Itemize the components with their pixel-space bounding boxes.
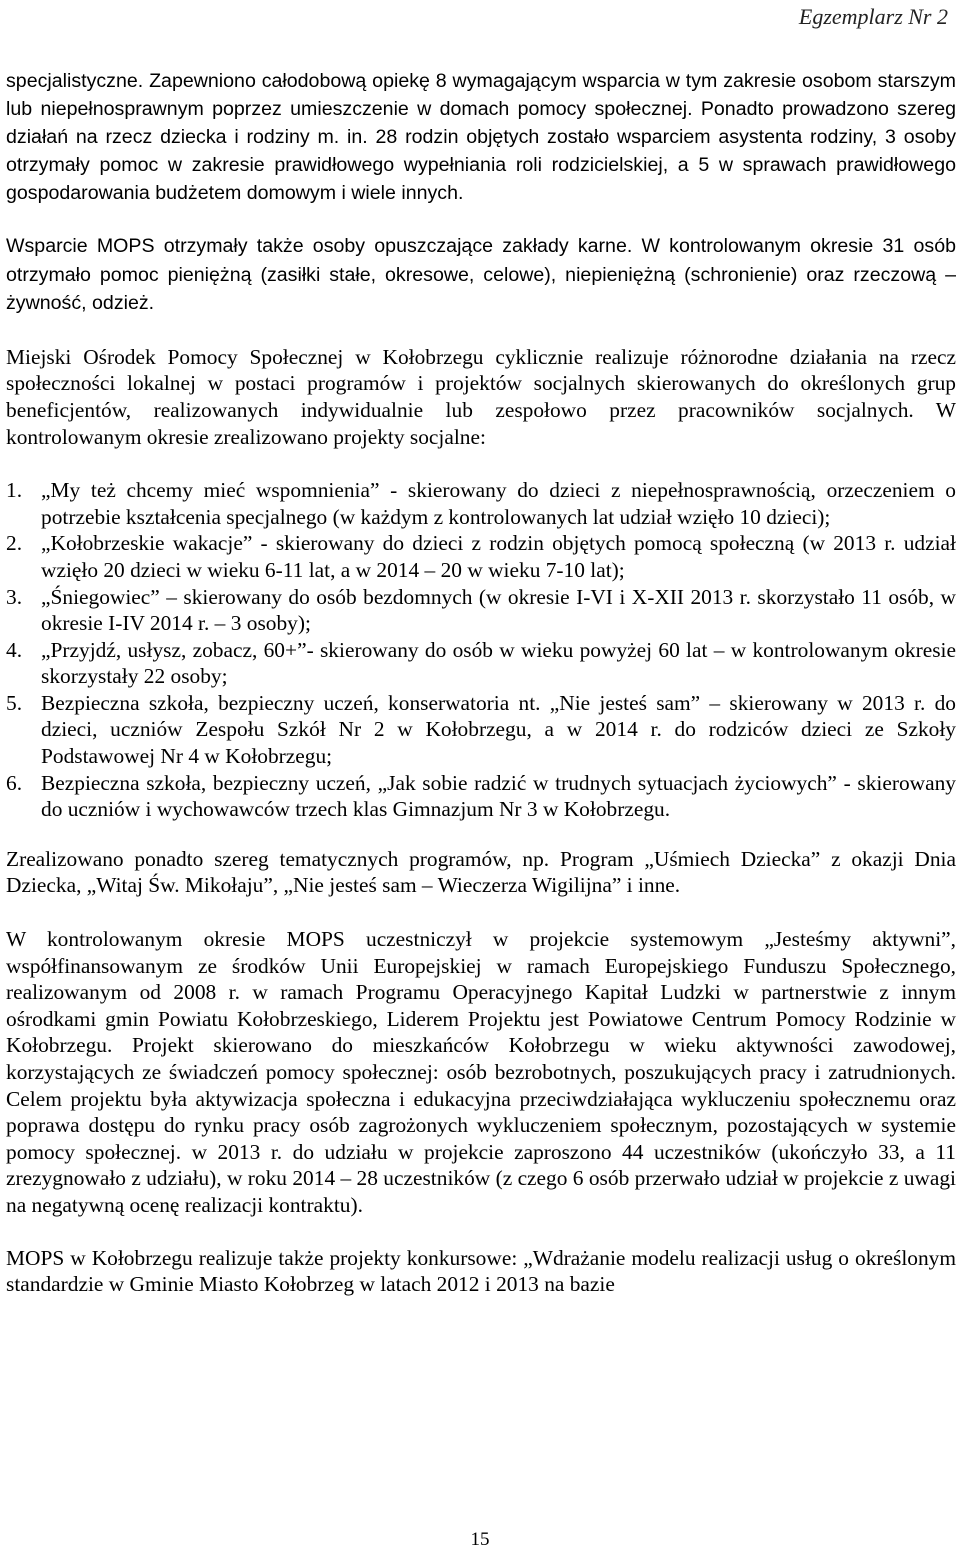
list-item-text: Bezpieczna szkoła, bezpieczny uczeń, konserwatoria nt. „Nie jesteś sam” – skierowany w 2013 r. do dzieci, uczniów Zespołu Szkół Nr 2 w Kołobrzegu, a w 2014 r. do rodziców dzieci ze Szkoły Podstawowej Nr 4 w Kołobrzegu; [41,690,956,769]
list-item-text: „Śniegowiec” – skierowany do osób bezdomnych (w okresie I-VI i X-XII 2013 r. skorzystało 11 osób, w okresie I-IV 2014 r. – 3 osoby); [41,584,956,636]
paragraph-prison-leavers: Wsparcie MOPS otrzymały także osoby opuszczające zakłady karne. W kontrolowanym okresie 31 osób otrzymało pomoc pieniężną (zasiłki stałe, okresowe, celowe), niepieniężną (schronienie) oraz rzeczową – żywność, odzież. [6,235,956,314]
list-item [6,770,956,823]
list-item [6,690,956,770]
document-body [6,67,956,1298]
social-projects-list [6,477,956,823]
list-item-number: 4. [6,637,23,662]
list-item-number: 5. [6,690,23,715]
list-item-text: „Kołobrzeskie wakacje” - skierowany do dzieci z rodzin objętych pomocą społeczną (w 2013 r. udział wzięło 20 dzieci w wieku 6-11 lat, a w 2014 – 20 w wieku 7-10 lat); [41,531,956,582]
list-item-number: 6. [6,770,23,795]
list-item-number: 1. [6,478,23,503]
list-item-text: „My też chcemy mieć wspomnienia” - skierowany do dzieci z niepełnosprawnością, orzeczeniem o potrzebie kształcenia specjalnego (w każdym z kontrolowanych lat udział wzięło 10 dzieci); [41,478,956,529]
paragraph-social-projects-intro: Miejski Ośrodek Pomocy Społecznej w Kołobrzegu cyklicznie realizuje różnorodne działania na rzecz społeczności lokalnej w postaci programów i projektów socjalnych skierowanych do określonych grup beneficjentów, realizowanych indywidualnie lub zespołowo przez pracowników socjalnych. W kontrolowanym okresie zrealizowano projekty socjalne: [6,344,956,449]
list-item-number: 3. [6,584,23,609]
paragraph-systemic-project: W kontrolowanym okresie MOPS uczestniczył w projekcie systemowym „Jesteśmy aktywni”, współfinansowanym ze środków Unii Europejskiej w ramach Europejskiego Funduszu Społecznego, realizowanym od 2008 r. w ramach Programu Operacyjnego Kapitał Ludzki w partnerstwie z innym ośrodkami gmin Powiatu Kołobrzeskiego, Liderem Projektu jest Powiatowe Centrum Pomocy Rodzinie w Kołobrzegu. Projekt skierowano do mieszkańców Kołobrzegu w wieku aktywności zawodowej, korzystających ze świadczeń pomocy społecznej: osób bezrobotnych, poszukujących pracy i zatrudnionych. Celem projektu była aktywizacja społeczna i edukacyjna przeciwdziałająca wykluczeniu społecznemu oraz poprawa dostępu do rynku pracy osób zagrożonych wykluczeniem społecznym, pozostających w systemie pomocy społecznej. w 2013 r. do udziału w projekcie zaproszono 44 uczestników (ukończyło 33, a 11 zrezygnowało z udziału), w roku 2014 – 28 uczestników (z czego 6 osób przerwało udział w projekcie z uwagi na negatywną ocenę realizacji kontraktu). [6,927,956,1217]
paragraph-family-support: specjalistyczne. Zapewniono całodobową opiekę 8 wymagającym wsparcia w tym zakresie osobom starszym lub niepełnosprawnym poprzez umieszczenie w domach pomocy społecznej. Ponadto prowadzono szereg działań na rzecz dziecka i rodziny m. in. 28 rodzin objętych zostało wsparciem asystenta rodziny, 3 osoby otrzymały pomoc w zakresie prawidłowego wypełniania roli rodzicielskiej, a 5 w sprawach prawidłowego gospodarowania budżetem domowym i wiele innych. [6,70,956,205]
page-number: 15 [470,1529,490,1550]
list-item-text: „Przyjdź, usłysz, zobacz, 60+”- skierowany do osób w wieku powyżej 60 lat – w kontrolowanym okresie skorzystały 22 osoby; [41,637,956,689]
list-item-text: Bezpieczna szkoła, bezpieczny uczeń, „Jak sobie radzić w trudnych sytuacjach życiowych” - skierowany do uczniów i wychowawców trzech klas Gimnazjum Nr 3 w Kołobrzegu. [41,770,956,822]
document-copy-label: Egzemplarz Nr 2 [798,4,948,29]
list-item [6,530,956,583]
list-item-number: 2. [6,531,23,556]
paragraph-competition-projects: MOPS w Kołobrzegu realizuje także projekty konkursowe: „Wdrażanie modelu realizacji usług o określonym standardzie w Gminie Miasto Kołobrzeg w latach 2012 i 2013 na bazie [6,1245,956,1297]
list-item [6,477,956,530]
list-item [6,637,956,690]
paragraph-thematic-programs: Zrealizowano ponadto szereg tematycznych programów, np. Program „Uśmiech Dziecka” z okazji Dnia Dziecka, „Witaj Św. Mikołaju”, „Nie jesteś sam – Wieczerza Wigilijna” i inne. [6,846,956,898]
list-item [6,584,956,637]
